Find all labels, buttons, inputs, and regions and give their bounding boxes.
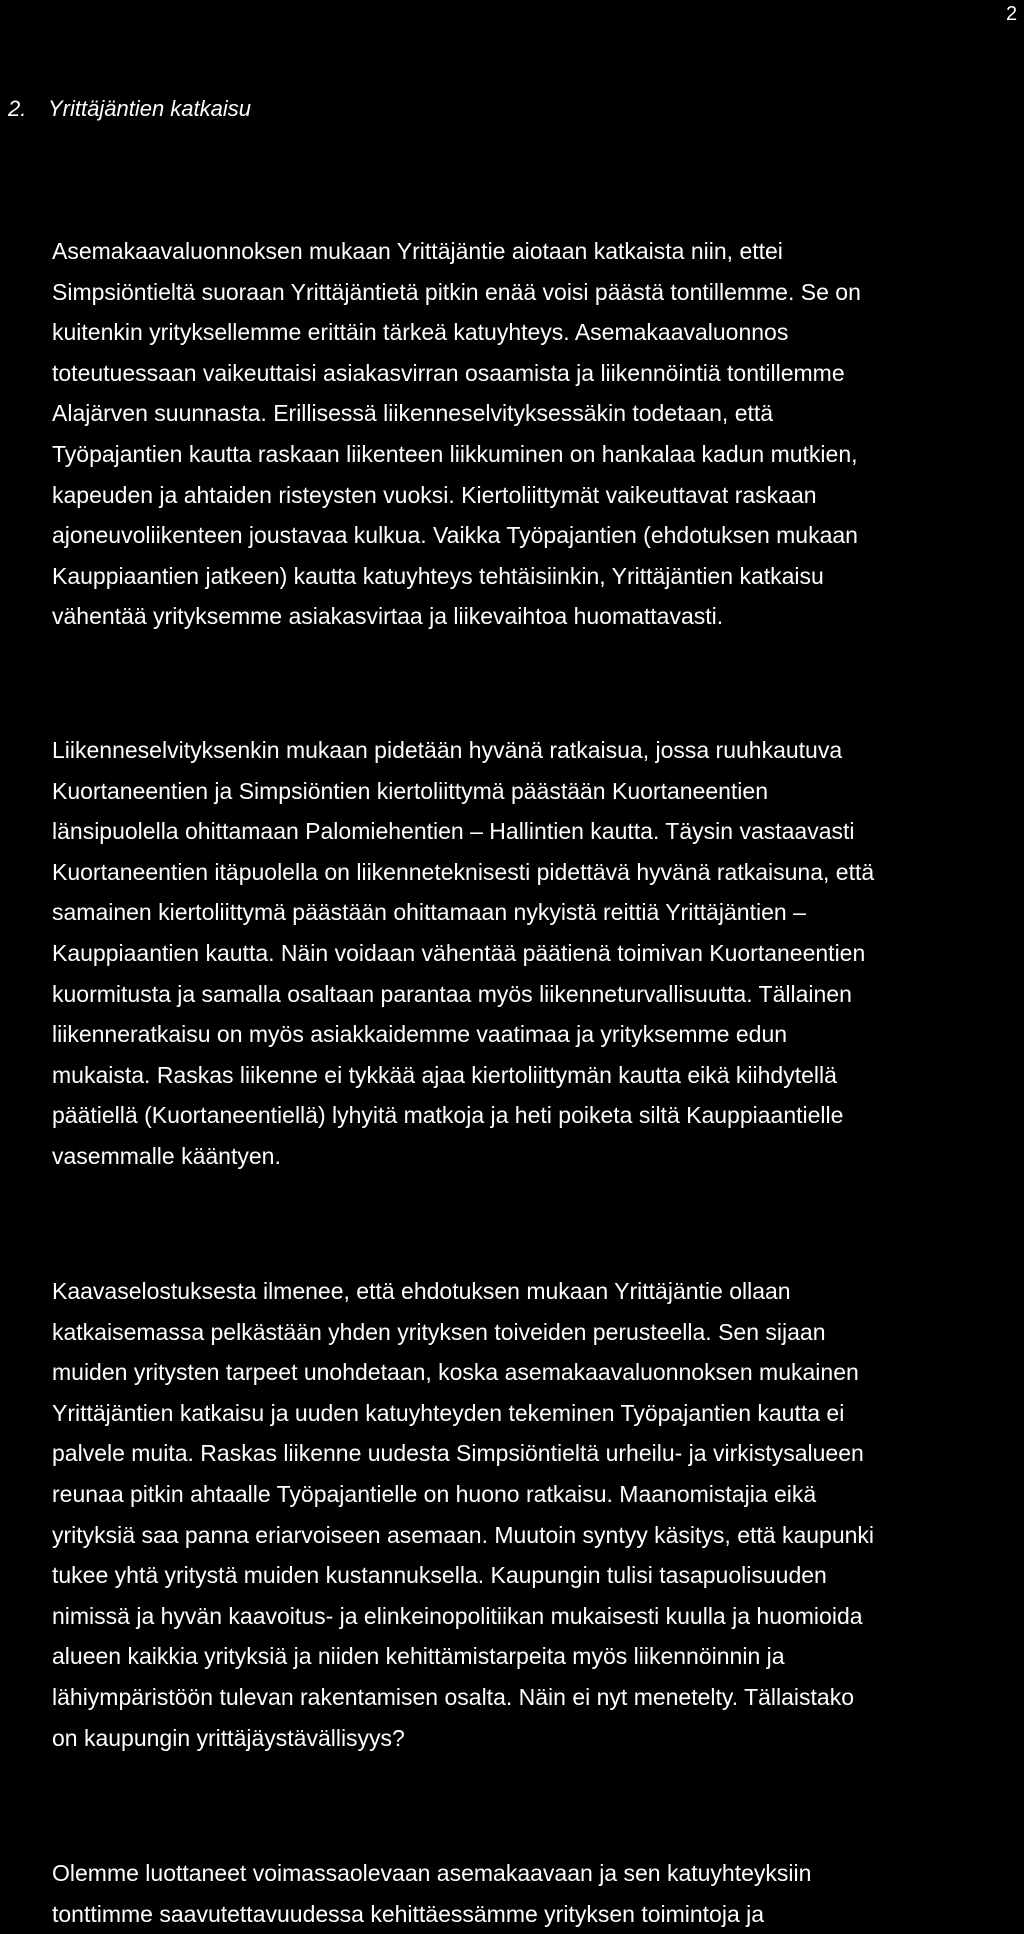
- text-line: Kauppiaantien kautta. Näin voidaan vähentää päätienä toimivan Kuortaneentien: [52, 939, 866, 966]
- text-line: tonttimme saavutettavuudessa kehittäessämme yrityksen toimintoja ja: [52, 1900, 765, 1927]
- text-line: Simpsiöntieltä suoraan Yrittäjäntietä pitkin enää voisi päästä tontillemme. Se on: [52, 278, 861, 305]
- text-line: on kaupungin yrittäjäystävällisyys?: [52, 1724, 405, 1751]
- paragraph: [52, 1853, 1022, 1934]
- text-line: vähentää yrityksemme asiakasvirtaa ja liikevaihtoa huomattavasti.: [52, 603, 724, 630]
- text-line: katkaisemassa pelkästään yhden yrityksen toiveiden perusteella. Sen sijaan: [52, 1318, 826, 1345]
- text-line: vasemmalle kääntyen.: [52, 1142, 281, 1169]
- text-line: mukaista. Raskas liikenne ei tykkää ajaa kiertoliittymän kautta eikä kiihdytellä: [52, 1061, 837, 1088]
- section-number: 2.: [8, 96, 27, 121]
- text-line: Kuortaneentien ja Simpsiöntien kiertoliittymä päästään Kuortaneentien: [52, 777, 768, 804]
- text-line: tukee yhtä yritystä muiden kustannuksella. Kaupungin tulisi tasapuolisuuden: [52, 1562, 827, 1589]
- text-line: palvele muita. Raskas liikenne uudesta Simpsiöntieltä urheilu- ja virkistysalueen: [52, 1440, 864, 1467]
- text-line: Asemakaavaluonnoksen mukaan Yrittäjäntie aiotaan katkaista niin, ettei: [52, 238, 783, 264]
- text-line: yrityksiä saa panna eriarvoiseen asemaan. Muutoin syntyy käsitys, että kaupunki: [52, 1521, 875, 1548]
- text-line: alueen kaikkia yrityksiä ja niiden kehittämistarpeita myös liikennöinnin ja: [52, 1643, 785, 1670]
- paragraph: [52, 1271, 1022, 1758]
- page-number: 2: [1006, 3, 1018, 25]
- paragraph: [52, 231, 1022, 637]
- text-line: Kauppiaantien jatkeen) kautta katuyhteys tehtäisiinkin, Yrittäjäntien katkaisu: [52, 562, 824, 589]
- paragraph: [52, 730, 1022, 1177]
- text-line: nimissä ja hyvän kaavoitus- ja elinkeinopolitiikan mukaisesti kuulla ja huomioida: [52, 1602, 863, 1629]
- text-line: Kaavaselostuksesta ilmenee, että ehdotuksen mukaan Yrittäjäntie ollaan: [52, 1278, 791, 1304]
- text-line: kapeuden ja ahtaiden risteysten vuoksi. Kiertoliittymät vaikeuttavat raskaan: [52, 481, 817, 508]
- text-line: Kuortaneentien itäpuolella on liikenneteknisesti pidettävä hyvänä ratkaisuna, että: [52, 858, 875, 885]
- text-line: Liikenneselvityksenkin mukaan pidetään hyvänä ratkaisua, jossa ruuhkautuva: [52, 737, 843, 763]
- text-line: Alajärven suunnasta. Erillisessä liikenneselvityksessäkin todetaan, että: [52, 400, 774, 427]
- text-line: kuormitusta ja samalla osaltaan parantaa myös liikenneturvallisuutta. Tällainen: [52, 980, 852, 1007]
- section-title: Yrittäjäntien katkaisu: [48, 96, 251, 121]
- text-line: kuitenkin yrityksellemme erittäin tärkeä katuyhteys. Asemakaavaluonnos: [52, 319, 789, 346]
- text-line: muiden yritysten tarpeet unohdetaan, koska asemakaavaluonnoksen mukainen: [52, 1359, 859, 1386]
- text-line: Työpajantien kautta raskaan liikenteen liikkuminen on hankalaa kadun mutkien,: [52, 440, 858, 467]
- text-line: ajoneuvoliikenteen joustavaa kulkua. Vaikka Työpajantien (ehdotuksen mukaan: [52, 522, 858, 549]
- text-line: samainen kiertoliittymä päästään ohittamaan nykyistä reittiä Yrittäjäntien –: [52, 899, 806, 926]
- text-line: Olemme luottaneet voimassaolevaan asemakaavaan ja sen katuyhteyksiin: [52, 1860, 812, 1886]
- text-line: toteutuessaan vaikeuttaisi asiakasvirran osaamista ja liikennöintiä tontillemme: [52, 359, 845, 386]
- text-line: päätiellä (Kuortaneentiellä) lyhyitä matkoja ja heti poiketa siltä Kauppiaantielle: [52, 1102, 844, 1129]
- text-line: lähiympäristöön tulevan rakentamisen osalta. Näin ei nyt menetelty. Tällaistako: [52, 1683, 855, 1710]
- text-line: liikenneratkaisu on myös asiakkaidemme vaatimaa ja yrityksemme edun: [52, 1021, 788, 1048]
- text-line: Yrittäjäntien katkaisu ja uuden katuyhteyden tekeminen Työpajantien kautta ei: [52, 1399, 845, 1426]
- text-line: reunaa pitkin ahtaalle Työpajantielle on huono ratkaisu. Maanomistajia eikä: [52, 1480, 817, 1507]
- text-line: länsipuolella ohittamaan Palomiehentien – Hallintien kautta. Täysin vastaavasti: [52, 818, 855, 845]
- section-heading: [8, 94, 251, 124]
